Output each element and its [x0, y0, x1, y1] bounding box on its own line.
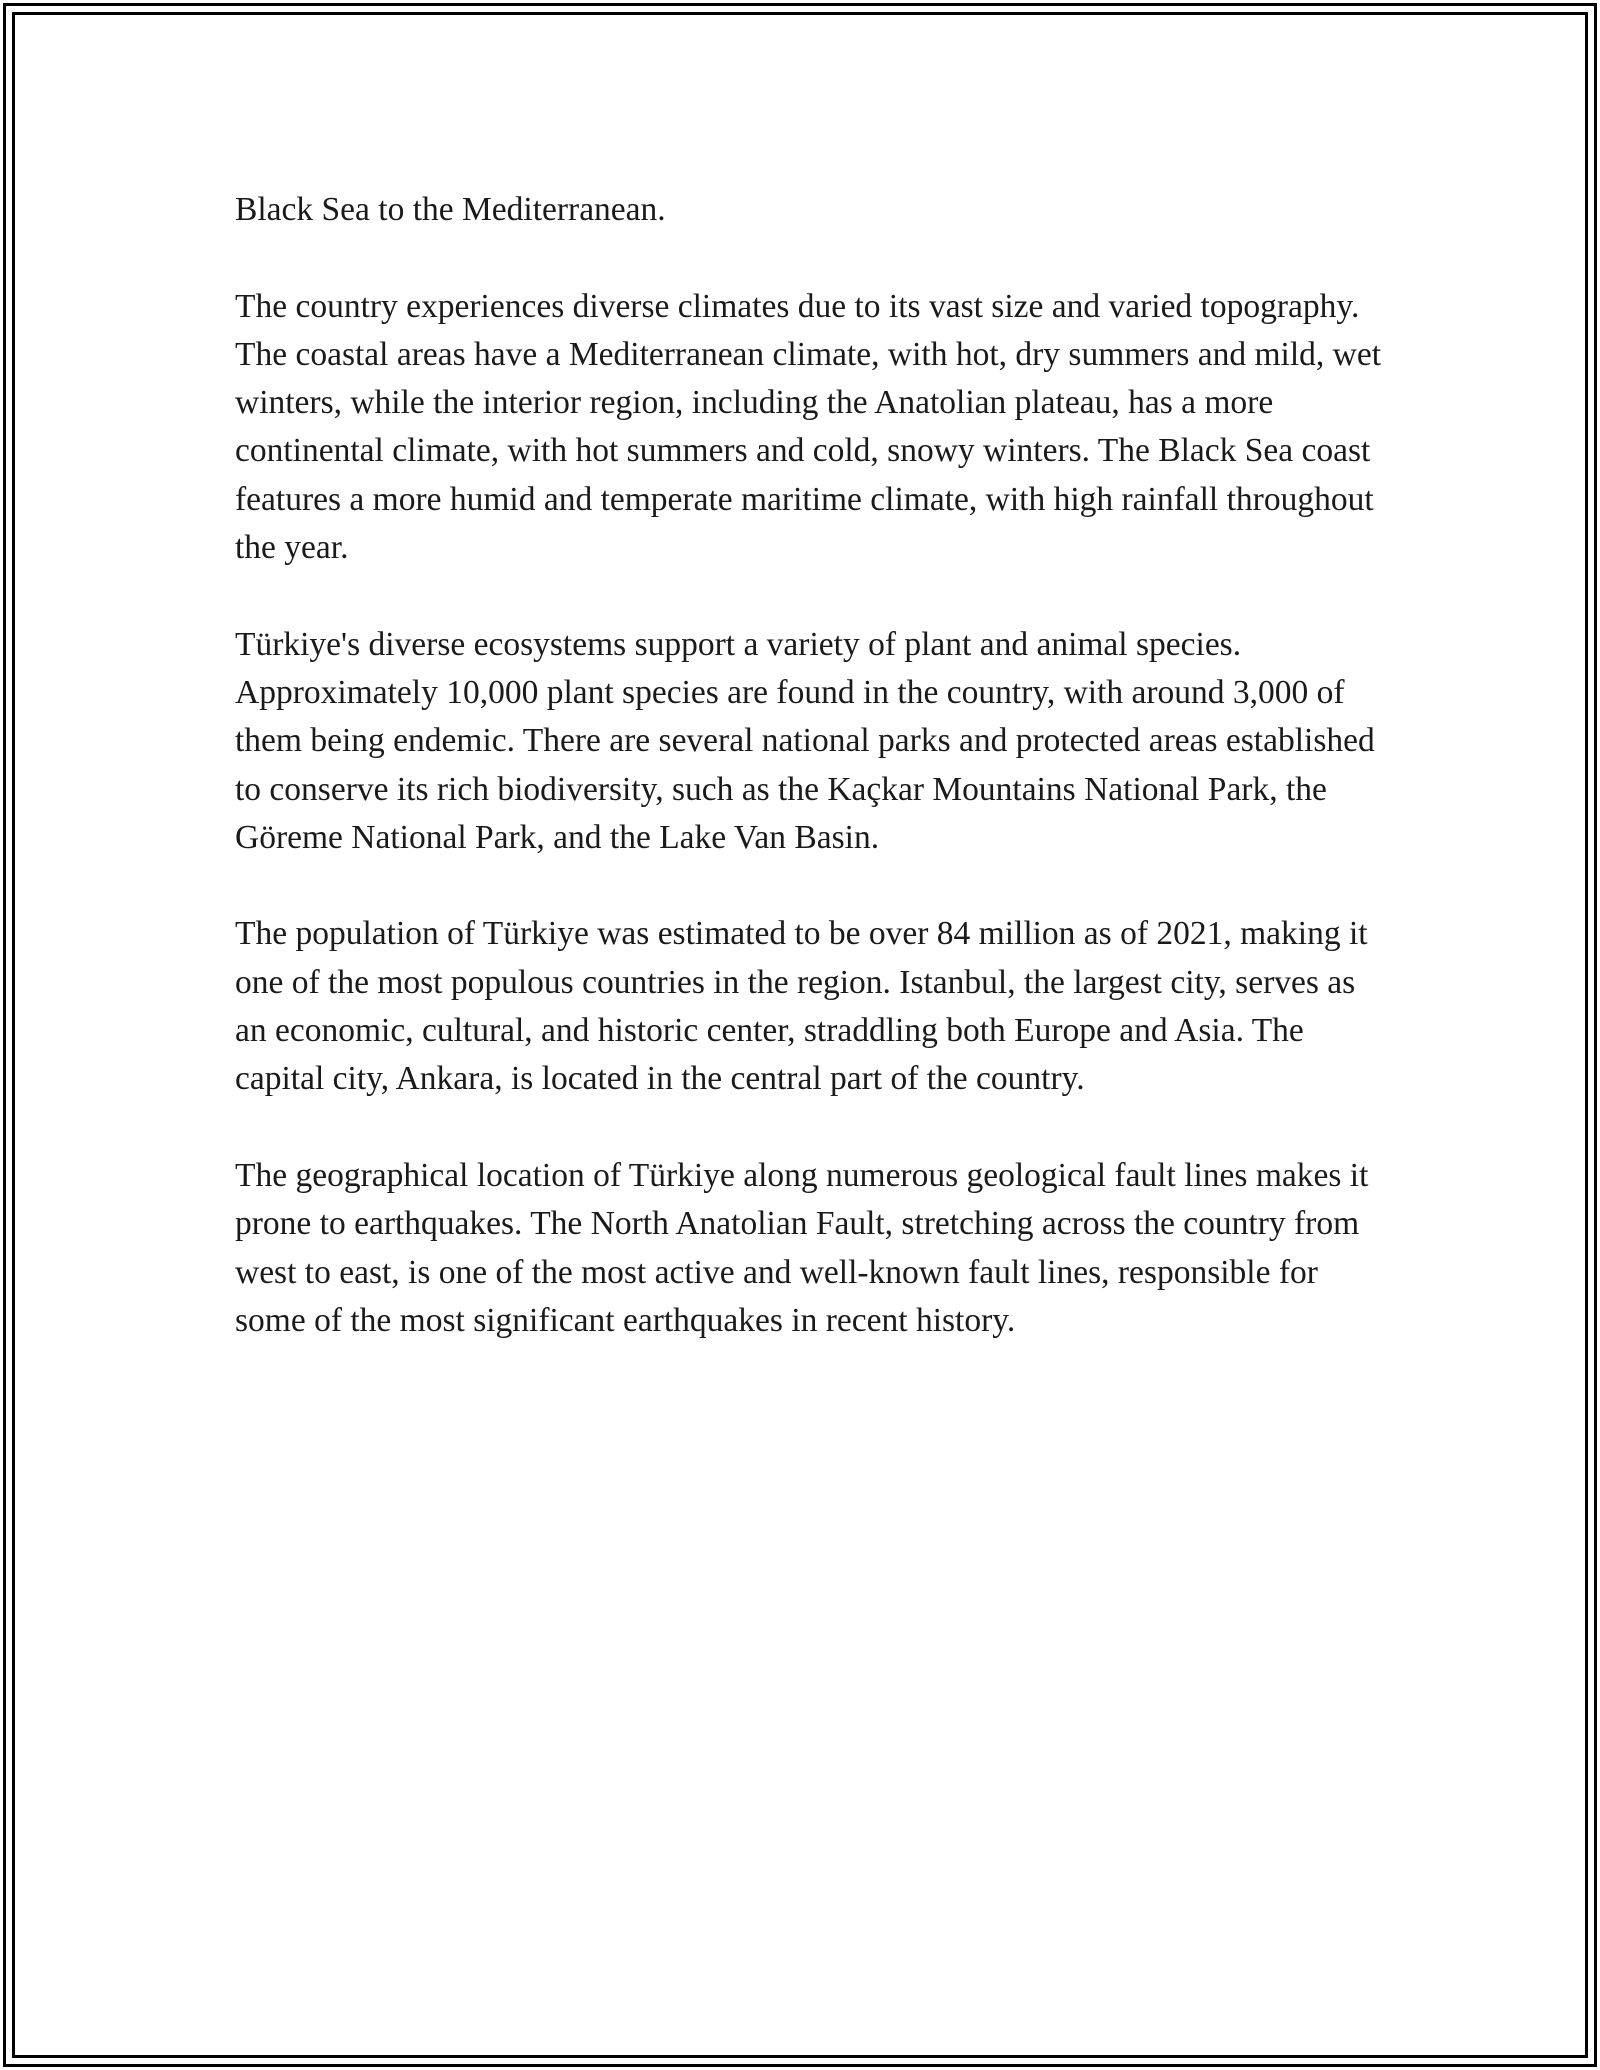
document-body [235, 186, 1385, 1393]
paragraph-population: The population of Türkiye was estimated to be over 84 million as of 2021, making it one of the most populous countries in the region. Istanbul, the largest city, serves as an economic, cultural, and historic center, straddling both Europe and Asia. The capital city, Ankara, is located in the central part of the country. [235, 915, 1368, 1098]
paragraph-earthquakes: The geographical location of Türkiye along numerous geological fault lines makes it prone to earthquakes. The North Anatolian Fault, stretching across the country from west to east, is one of the most active and well-known fault lines, responsible for some of the most significant earthquakes in recent history. [235, 1156, 1369, 1339]
paragraph-continuation: Black Sea to the Mediterranean. [235, 191, 666, 228]
paragraph-climate: The country experiences diverse climates due to its vast size and varied topography. The coastal areas have a Mediterranean climate, with hot, dry summers and mild, wet winters, while the interior region, including the Anatolian plateau, has a more continental climate, with hot summers and cold, snowy winters. The Black Sea coast features a more humid and temperate maritime climate, with high rainfall throughout the year. [235, 287, 1382, 567]
paragraph-ecosystems: Türkiye's diverse ecosystems support a variety of plant and animal species. Approximately 10,000 plant species are found in the country, with around 3,000 of them being endemic. There are several national parks and protected areas established to conserve its rich biodiversity, such as the Kaçkar Mountains National Park, the Göreme National Park, and the Lake Van Basin. [235, 625, 1375, 856]
